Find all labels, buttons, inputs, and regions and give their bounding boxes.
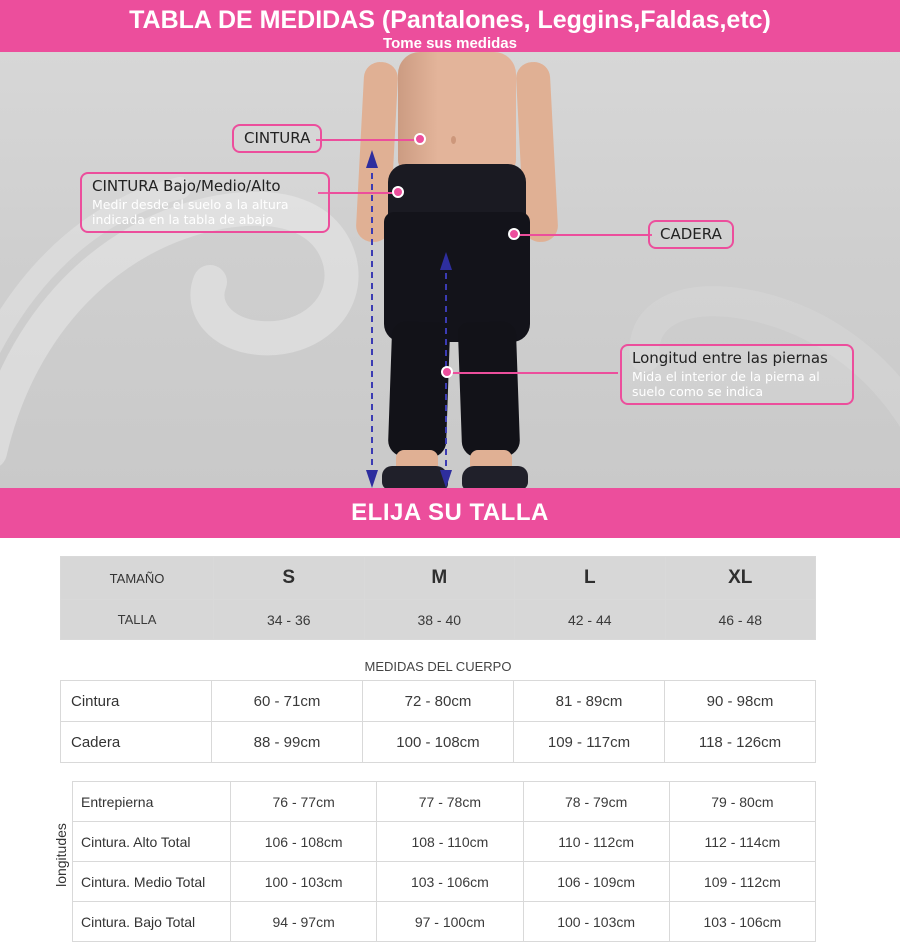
marker-dot-cadera: [508, 228, 520, 240]
medio-total-m: 103 - 106cm: [377, 862, 523, 902]
cadera-l: 109 - 117cm: [514, 722, 665, 763]
size-header-xl: XL: [665, 557, 816, 600]
callout-entrepierna-title: Longitud entre las piernas: [632, 349, 828, 367]
bajo-total-l: 100 - 103cm: [523, 902, 669, 942]
size-header-m: M: [364, 557, 515, 600]
entrepierna-m: 77 - 78cm: [377, 782, 523, 822]
hero-illustration: [0, 52, 900, 488]
size-header-s: S: [214, 557, 365, 600]
table-row: [73, 822, 816, 862]
callout-cintura-title: CINTURA: [244, 129, 311, 147]
marker-dot-entrepierna: [441, 366, 453, 378]
cintura-l: 81 - 89cm: [514, 681, 665, 722]
alto-total-m: 108 - 110cm: [377, 822, 523, 862]
page-title: TABLA DE MEDIDAS (Pantalones, Leggins,Faldas,etc): [129, 6, 771, 34]
table-row: [73, 782, 816, 822]
callout-cintura-altura-body: Medir desde el suelo a la altura indicada en la tabla de abajo: [92, 196, 289, 228]
medio-total-s: 100 - 103cm: [231, 862, 377, 902]
callout-cintura: [232, 124, 322, 153]
cadera-s: 88 - 99cm: [212, 722, 363, 763]
alto-total-l: 110 - 112cm: [523, 822, 669, 862]
talla-row-label: TALLA: [61, 600, 214, 640]
entrepierna-l: 78 - 79cm: [523, 782, 669, 822]
section-band-elija-su-talla: ELIJA SU TALLA: [0, 488, 900, 538]
cintura-xl: 90 - 98cm: [665, 681, 816, 722]
marker-dot-cintura-altura: [392, 186, 404, 198]
callout-entrepierna: [620, 344, 854, 405]
callout-cintura-altura-title: CINTURA Bajo/Medio/Alto: [92, 177, 281, 195]
leader-line-cintura-altura: [318, 192, 398, 194]
lengths-table-wrapper: [0, 781, 900, 942]
lengths-side-label: [50, 781, 72, 929]
cadera-m: 100 - 108cm: [363, 722, 514, 763]
body-measures-title: MEDIDAS DEL CUERPO: [61, 652, 816, 681]
table-row: [61, 681, 816, 722]
size-table: [60, 556, 816, 640]
table-row: [61, 652, 816, 681]
bajo-total-xl: 103 - 106cm: [669, 902, 815, 942]
entrepierna-xl: 79 - 80cm: [669, 782, 815, 822]
talla-value-l: 42 - 44: [515, 600, 666, 640]
body-row-label-cadera: Cadera: [61, 722, 212, 763]
bajo-total-m: 97 - 100cm: [377, 902, 523, 942]
cintura-m: 72 - 80cm: [363, 681, 514, 722]
table-row: [61, 722, 816, 763]
table-row: [73, 862, 816, 902]
leader-line-entrepierna: [450, 372, 618, 374]
tables-section: [0, 538, 900, 942]
table-row: [61, 557, 816, 600]
cintura-s: 60 - 71cm: [212, 681, 363, 722]
medio-total-l: 106 - 109cm: [523, 862, 669, 902]
callout-cadera-title: CADERA: [660, 225, 722, 243]
marker-dot-cintura: [414, 133, 426, 145]
size-table-header-label: TAMAÑO: [61, 557, 214, 600]
cadera-xl: 118 - 126cm: [665, 722, 816, 763]
callout-cadera: [648, 220, 734, 249]
callout-entrepierna-body: Mida el interior de la pierna al suelo como se indica: [632, 368, 820, 400]
length-row-label-bajo-total: Cintura. Bajo Total: [73, 902, 231, 942]
body-measures-table: [60, 652, 816, 763]
lengths-table: [72, 781, 816, 942]
length-row-label-alto-total: Cintura. Alto Total: [73, 822, 231, 862]
leader-line-cintura: [316, 139, 416, 141]
measurement-arrows: [0, 52, 900, 488]
talla-value-s: 34 - 36: [214, 600, 365, 640]
size-header-l: L: [515, 557, 666, 600]
alto-total-s: 106 - 108cm: [231, 822, 377, 862]
alto-total-xl: 112 - 114cm: [669, 822, 815, 862]
length-row-label-medio-total: Cintura. Medio Total: [73, 862, 231, 902]
table-row: [61, 600, 816, 640]
entrepierna-s: 76 - 77cm: [231, 782, 377, 822]
callout-cintura-altura: [80, 172, 330, 233]
page-subtitle: Tome sus medidas: [383, 35, 517, 52]
table-row: [73, 902, 816, 942]
bajo-total-s: 94 - 97cm: [231, 902, 377, 942]
page-header: [0, 0, 900, 52]
leader-line-cadera: [520, 234, 652, 236]
lengths-side-label-text: longitudes: [53, 823, 70, 887]
talla-value-xl: 46 - 48: [665, 600, 816, 640]
talla-value-m: 38 - 40: [364, 600, 515, 640]
medio-total-xl: 109 - 112cm: [669, 862, 815, 902]
length-row-label-entrepierna: Entrepierna: [73, 782, 231, 822]
body-row-label-cintura: Cintura: [61, 681, 212, 722]
